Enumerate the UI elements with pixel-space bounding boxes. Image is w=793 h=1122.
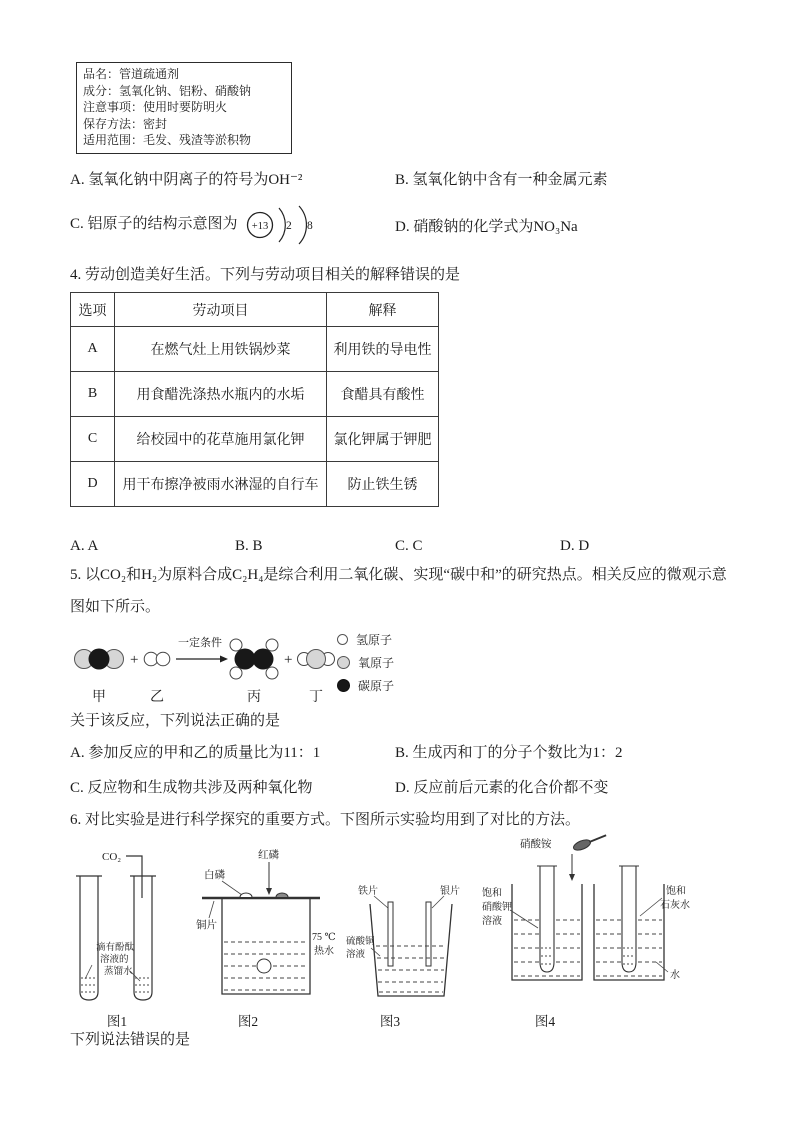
q4-row-a-option: A	[71, 327, 115, 372]
info-row-scope: 适用范围：毛发、残渣等淤积物	[83, 133, 252, 148]
info-row-caution: 注意事项：使用时要防明火	[83, 100, 228, 115]
q4-col-header-explain: 解释	[327, 293, 439, 327]
carbon-atom-icon	[89, 649, 110, 670]
leader-line	[85, 965, 92, 979]
hydrogen-atom-icon	[230, 667, 242, 679]
q4-table	[70, 292, 439, 507]
leader-line	[510, 910, 538, 928]
q4-row-b-project: 用食醋洗涤热水瓶内的水垢	[115, 372, 327, 417]
legend-row-carbon	[337, 674, 394, 697]
red-phosphorus-pile	[276, 893, 288, 897]
legend-label-carbon: 碳原子	[358, 679, 395, 693]
fig4-right-label-line2: 石灰水	[660, 900, 690, 911]
molecule-label-bing: 丙	[247, 690, 261, 705]
arrow-head	[266, 888, 272, 895]
q3-option-a: A. 氢氧化钠中阴离子的符号为OH⁻²	[70, 172, 303, 188]
hydrogen-atom-icon	[337, 634, 348, 645]
reaction-arrow-head	[220, 656, 228, 663]
plus-sign: +	[130, 652, 139, 668]
carbon-atom-icon	[235, 649, 256, 670]
fig1-experiment-diagram	[72, 846, 192, 1008]
silver-strip	[426, 902, 431, 966]
table-row	[71, 462, 439, 507]
fig4-caption: 图4	[534, 1014, 556, 1029]
liquid-in-tubes	[81, 978, 151, 992]
fig2-red-phosphorus-label: 红磷	[258, 850, 279, 861]
fig4-left-label-line1: 饱和	[482, 888, 502, 899]
fig4-left-label-line3: 溶液	[482, 916, 502, 927]
molecule-label-ding: 丁	[309, 690, 323, 705]
fig2-copper-label: 铜片	[196, 920, 217, 931]
table-row	[71, 327, 439, 372]
q6-stem: 6. 对比实验是进行科学探究的重要方式。下图所示实验均用到了对比的方法。	[70, 812, 581, 828]
fig4-experiment-diagram	[482, 832, 690, 1008]
fig2-experiment-diagram	[196, 846, 346, 1008]
fig3-solution-label-line1: 硫酸铜	[346, 937, 375, 947]
leader-line	[374, 896, 388, 908]
leader-line	[640, 898, 662, 916]
q4-stem: 4. 劳动创造美好生活。下列与劳动项目相关的解释错误的是	[70, 267, 461, 283]
q5-option-d: D. 反应前后元素的化合价都不变	[395, 780, 609, 796]
fig1-label-line3: 蒸馏水	[104, 967, 133, 977]
info-row-storage: 保存方法：密封	[83, 116, 168, 131]
fig4-chemical-label: 硝酸铵	[520, 839, 552, 850]
info-row-name: 品名：管道疏通剂	[83, 67, 180, 81]
beaker	[222, 898, 310, 994]
q4-answer-b: B. B	[235, 538, 263, 554]
q4-col-header-project: 劳动项目	[115, 293, 327, 327]
leader-line	[222, 881, 242, 895]
q5-option-c: C. 反应物和生成物共涉及两种氧化物	[70, 780, 313, 796]
fig4-water-label: 水	[670, 970, 680, 981]
molecule-label-jia: 甲	[92, 690, 106, 705]
legend-row-hydrogen	[337, 628, 394, 651]
q4-row-d-explain: 防止铁生锈	[327, 462, 439, 507]
test-tube-right	[130, 876, 156, 1000]
product-info-box	[76, 62, 292, 154]
plus-sign: +	[284, 652, 293, 668]
fig2-temperature-label: 75 ℃	[312, 932, 336, 943]
legend-row-oxygen	[337, 651, 394, 674]
spoon-icon	[572, 832, 608, 852]
leader-line	[209, 901, 214, 918]
fig2-white-phosphorus-label: 白磷	[204, 870, 225, 881]
copper-sulfate-solution	[376, 946, 446, 992]
fig3-solution-label-line2: 溶液	[346, 950, 366, 960]
q4-row-c-project: 给校园中的花草施用氯化钾	[115, 417, 327, 462]
q3-option-c-text: C. 铝原子的结构示意图为	[70, 216, 238, 233]
fig1-label-line1: 滴有酚酞	[96, 943, 135, 953]
q4-row-c-option: C	[71, 417, 115, 462]
q4-row-b-explain: 食醋具有酸性	[327, 372, 439, 417]
atomic-structure-diagram	[243, 200, 323, 250]
q4-row-a-project: 在燃气灶上用铁锅炒菜	[115, 327, 327, 372]
shell2-electrons: 8	[306, 220, 313, 232]
fig2-hot-water-label: 热水	[314, 946, 334, 957]
fig1-caption: 图1	[106, 1014, 128, 1029]
fig2-caption: 图2	[237, 1014, 259, 1029]
hydrogen-atom-icon	[156, 652, 170, 666]
hydrogen-atom-icon	[230, 639, 242, 651]
q3-option-d: D. 硝酸钠的化学式为NO₃Na	[395, 219, 578, 235]
shell1-electrons: 2	[285, 220, 292, 232]
carbon-atom-icon	[253, 649, 274, 670]
q5-question: 关于该反应，下列说法正确的是	[70, 713, 281, 729]
q5-stem-line2: 图如下所示。	[70, 599, 161, 615]
fig1-label-line2: 溶液的	[100, 955, 129, 965]
oxygen-atom-icon	[337, 656, 350, 669]
table-row	[71, 372, 439, 417]
q4-answer-a: A. A	[70, 538, 99, 554]
carbon-atom-icon	[337, 679, 350, 692]
q4-row-d-option: D	[71, 462, 115, 507]
fig3-iron-label: 铁片	[358, 886, 378, 897]
molecule-label-yi: 乙	[150, 690, 164, 705]
legend-label-oxygen: 氧原子	[358, 656, 395, 670]
q3-option-b: B. 氢氧化钠中含有一种金属元素	[395, 172, 608, 188]
fig3-experiment-diagram	[346, 846, 474, 1008]
oxygen-atom-icon	[307, 650, 326, 669]
q4-row-a-explain: 利用铁的导电性	[327, 327, 439, 372]
q4-col-header-option: 选项	[71, 293, 115, 327]
q4-table-header-row	[71, 293, 439, 327]
bath-water	[514, 920, 662, 976]
leader-line	[371, 948, 380, 956]
q4-row-c-explain: 氯化钾属于钾肥	[327, 417, 439, 462]
iron-strip	[388, 902, 393, 966]
hydrogen-atom-icon	[266, 639, 278, 651]
q4-row-b-option: B	[71, 372, 115, 417]
q3-option-c	[70, 200, 323, 250]
q5-stem-line1: 5. 以CO₂和H₂为原料合成C₂H₄是综合利用二氧化碳、实现“碳中和”的研究热点。相关反应的微观示意	[70, 567, 727, 583]
q5-option-b: B. 生成丙和丁的分子个数比为1：2	[395, 745, 623, 761]
nucleus-charge-label: +13	[251, 221, 268, 232]
fig1-gas-label: CO₂	[102, 851, 122, 863]
fig3-silver-label: 银片	[440, 886, 460, 897]
arrow-head	[569, 874, 575, 881]
legend-label-hydrogen: 氢原子	[356, 633, 393, 647]
test-tube-left	[76, 876, 102, 1000]
q6-footer: 下列说法错误的是	[70, 1032, 191, 1048]
beaker	[370, 904, 452, 996]
q4-row-d-project: 用干布擦净被雨水淋湿的自行车	[115, 462, 327, 507]
q5-option-a: A. 参加反应的甲和乙的质量比为11：1	[70, 745, 321, 761]
atom-legend	[337, 628, 394, 697]
table-row	[71, 417, 439, 462]
reaction-condition-label: 一定条件	[178, 637, 222, 649]
white-phosphorus-underwater	[257, 959, 271, 973]
fig4-left-label-line2: 硝酸钾	[482, 902, 512, 913]
info-row-ingredients: 成分：氢氧化钠、铝粉、硝酸钠	[83, 83, 252, 98]
hydrogen-atom-icon	[266, 667, 278, 679]
white-phosphorus-pile	[240, 893, 252, 897]
leader-line	[656, 962, 668, 972]
fig3-caption: 图3	[379, 1014, 401, 1029]
q4-answer-c: C. C	[395, 538, 423, 554]
leader-line	[432, 896, 444, 908]
fig4-right-label-line1: 饱和	[666, 886, 686, 897]
q4-answer-d: D. D	[560, 538, 590, 554]
